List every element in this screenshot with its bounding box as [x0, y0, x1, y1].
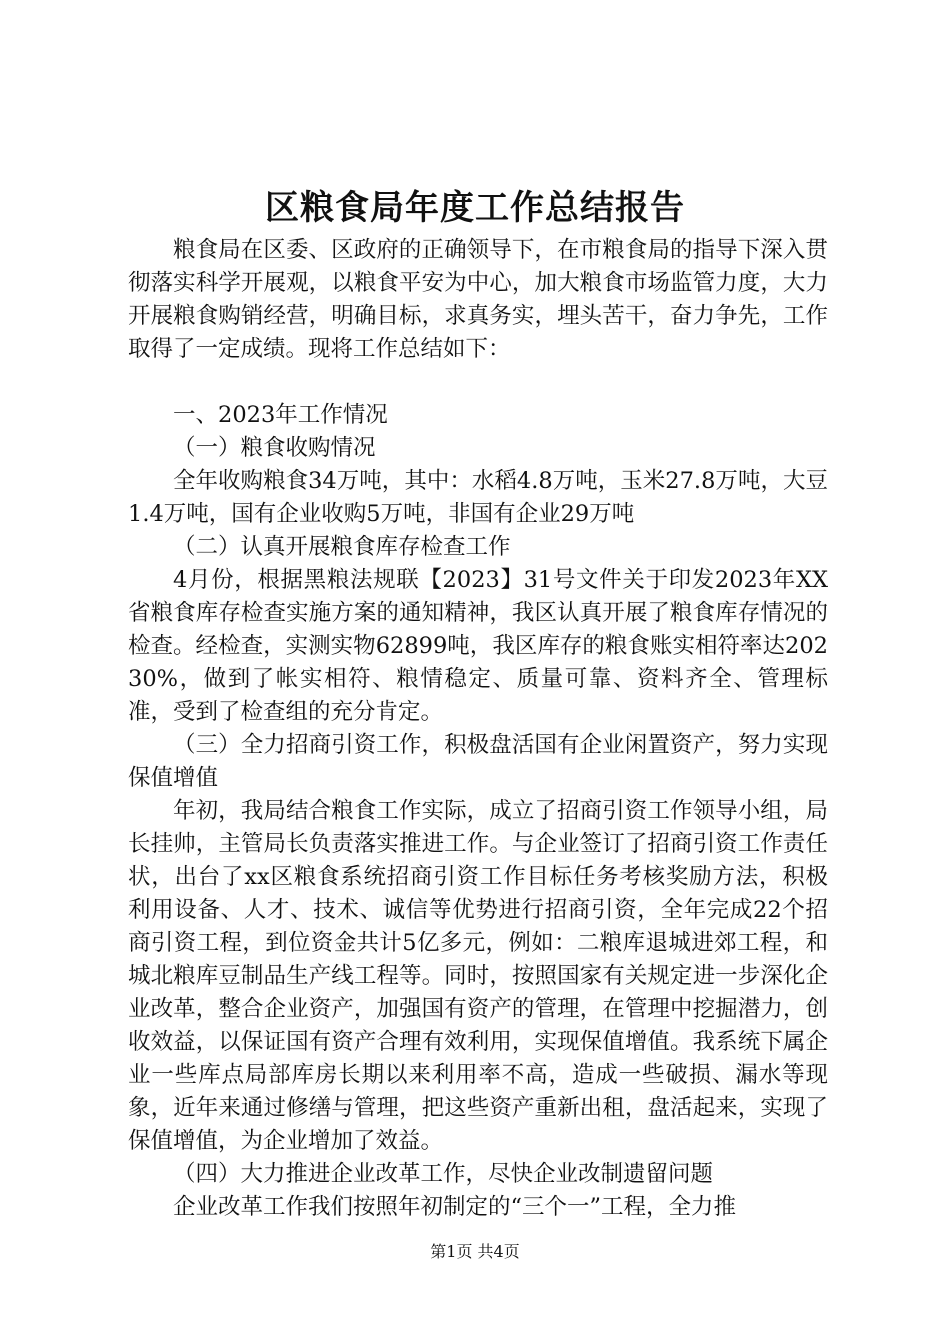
paragraph-investment: 年初，我局结合粮食工作实际，成立了招商引资工作领导小组，局长挂帅，主管局长负责落实推进工作。与企业签订了招商引资工作责任状，出台了xx区粮食系统招商引资工作目标任务考核奖励方法，积极利用设备、人才、技术、诚信等优势进行招商引资，全年完成22个招商引资工程，到位资金共计5亿多元，例如：二粮库退城进郊工程，和城北粮库豆制品生产线工程等。同时，按照国家有关规定进一步深化企业改革，整合企业资产，加强国有资产的管理，在管理中挖掘潜力，创收效益，以保证国有资产合理有效利用，实现保值增值。我系统下属企业一些库点局部库房长期以来利用率不高，造成一些破损、漏水等现象，近年来通过修缮与管理，把这些资产重新出租，盘活起来，实现了保值增值，为企业增加了效益。	[128, 798, 828, 1154]
subheading-investment: （三）全力招商引资工作，积极盘活国有企业闲置资产，努力实现保值增值	[128, 732, 828, 791]
subheading-grain-purchase: （一）粮食收购情况	[173, 435, 376, 461]
paragraph-enterprise-reform: 企业改革工作我们按照年初制定的“三个一”工程，全力推	[173, 1194, 737, 1220]
page-footer: 第1页 共4页	[430, 1242, 520, 1261]
intro-paragraph: 粮食局在区委、区政府的正确领导下，在市粮食局的指导下深入贯彻落实科学开展观，以粮食平安为中心，加大粮食市场监管力度，大力开展粮食购销经营，明确目标，求真务实，埋头苦干，奋力争先，工作取得了一定成绩。现将工作总结如下：	[128, 237, 828, 362]
paragraph-inventory-check: 4月份，根据黑粮法规联【2023】31号文件关于印发2023年XX省粮食库存检查实施方案的通知精神，我区认真开展了粮食库存情况的检查。经检查，实测实物62899吨，我区库存的粮食账实相符率达20230%，做到了帐实相符、粮情稳定、质量可靠、资料齐全、管理标准，受到了检查组的充分肯定。	[128, 567, 828, 725]
section-heading-1: 一、2023年工作情况	[173, 402, 388, 428]
paragraph-grain-purchase: 全年收购粮食34万吨，其中：水稻4.8万吨，玉米27.8万吨，大豆1.4万吨，国有企业收购5万吨，非国有企业29万吨	[128, 468, 828, 527]
paragraph-spacer	[128, 366, 828, 399]
document-title: 区粮食局年度工作总结报告	[265, 188, 685, 228]
subheading-enterprise-reform: （四）大力推进企业改革工作，尽快企业改制遗留问题	[173, 1161, 714, 1187]
subheading-inventory-check: （二）认真开展粮食库存检查工作	[173, 534, 511, 560]
document-body	[128, 234, 828, 1224]
